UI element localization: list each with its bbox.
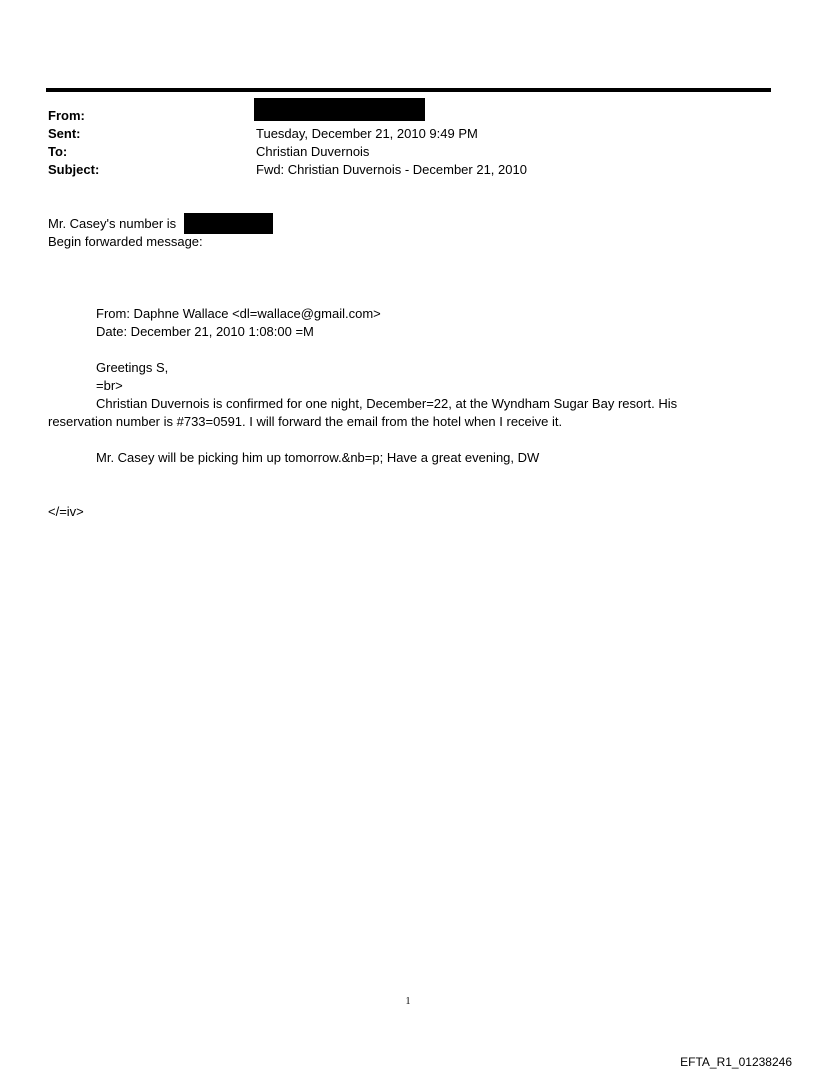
- confirmation-line-2: reservation number is #733=0591. I will forward the email from the hotel when I receive it.: [48, 414, 563, 429]
- confirmation-line-1: Christian Duvernois is confirmed for one night, December=22, at the Wyndham Sugar Bay resort. His: [96, 396, 678, 411]
- subject-label: Subject:: [48, 162, 100, 177]
- casey-number-line: Mr. Casey's number is: [48, 216, 177, 231]
- page-number: 1: [405, 996, 411, 1007]
- pickup-line: Mr. Casey will be picking him up tomorrow.&nb=p; Have a great evening, DW: [96, 450, 540, 465]
- subject-value: Fwd: Christian Duvernois - December 21, 2010: [256, 162, 527, 177]
- forwarded-date-line: Date: December 21, 2010 1:08:00 =M: [96, 324, 314, 339]
- phone-redaction: [184, 213, 273, 234]
- br-tag-line: =br>: [96, 378, 123, 393]
- begin-forwarded-line: Begin forwarded message:: [48, 234, 203, 249]
- header-rule: [46, 88, 771, 92]
- to-value: Christian Duvernois: [256, 144, 370, 159]
- to-label: To:: [48, 144, 68, 159]
- sent-value: Tuesday, December 21, 2010 9:49 PM: [256, 126, 478, 141]
- forwarded-from-line: From: Daphne Wallace <dl=wallace@gmail.com>: [96, 306, 381, 321]
- closing-tag-line: </=iv>: [48, 504, 84, 519]
- from-redaction: [254, 98, 425, 121]
- greeting-line: Greetings S,: [96, 360, 169, 375]
- sent-label: Sent:: [48, 126, 81, 141]
- bates-number: EFTA_R1_01238246: [680, 1055, 792, 1069]
- from-label: From:: [48, 108, 85, 123]
